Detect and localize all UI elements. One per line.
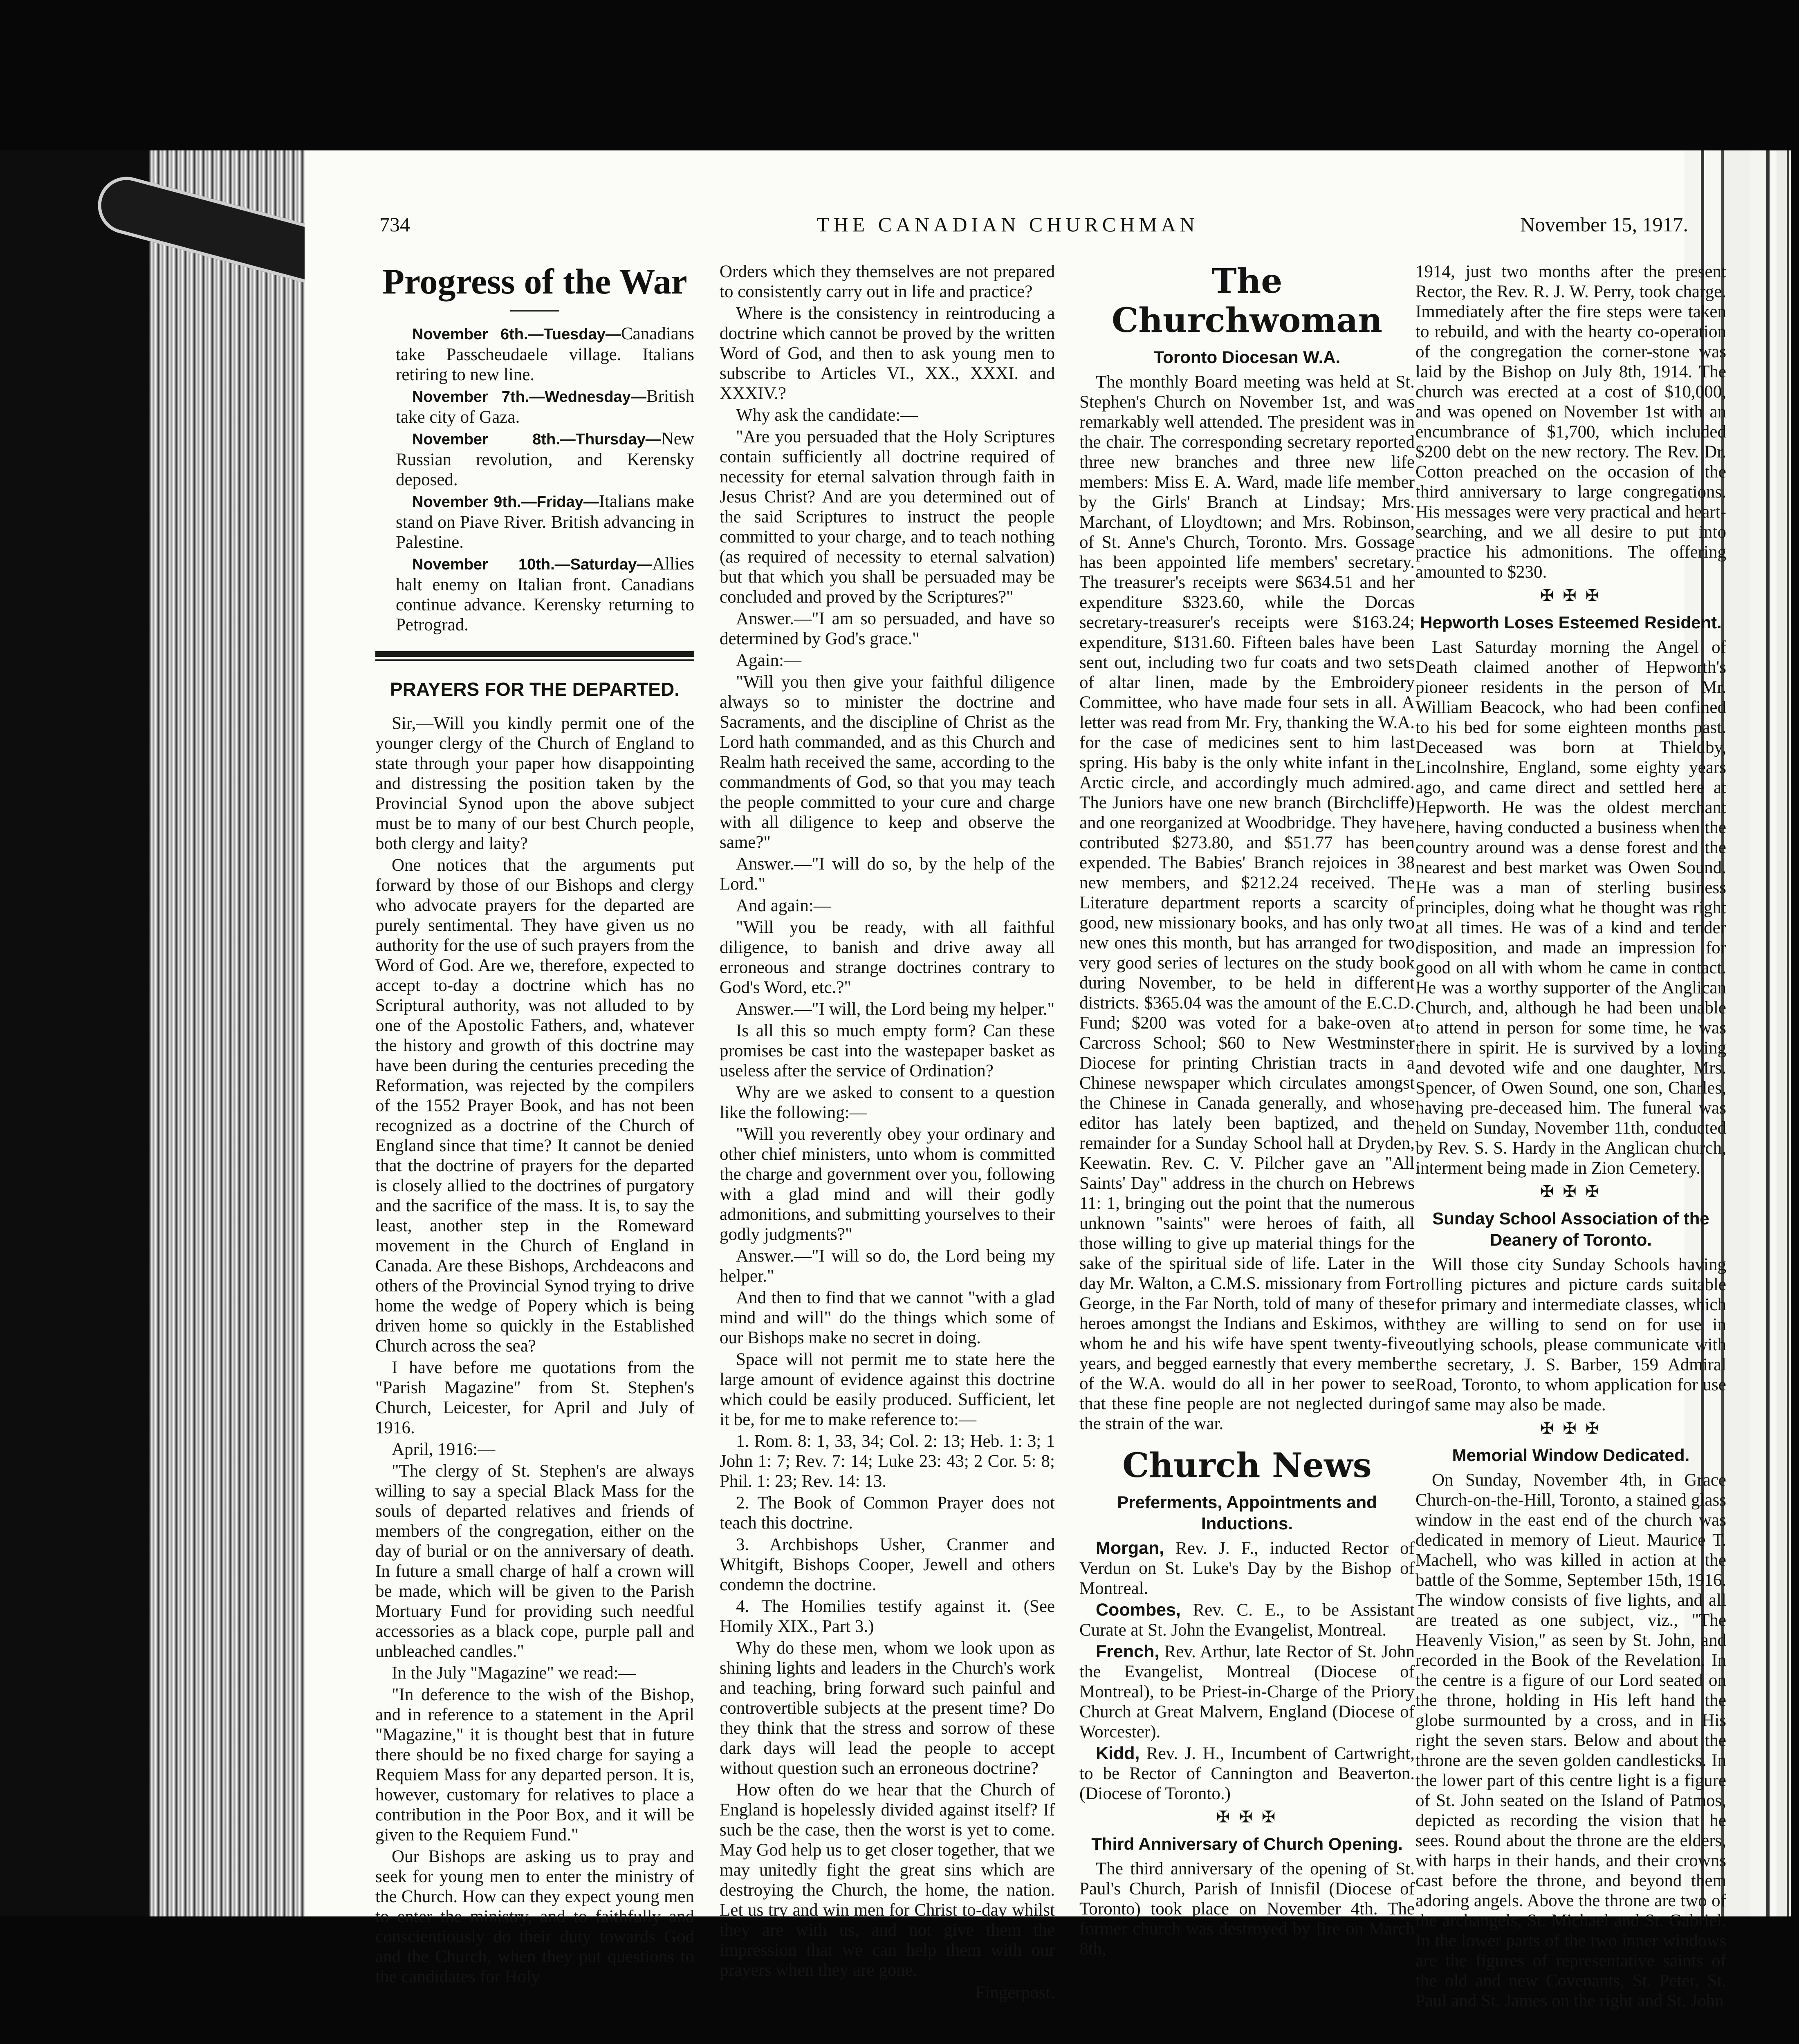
letter-paragraph: Answer.—"I will so do, the Lord being my helper." [720,1246,1055,1286]
preferment-text: Rev. C. E., to be Assistant Curate at St. John the Evangelist, Montreal. [1079,1600,1415,1640]
publication-title: THE CANADIAN CHURCHMAN [817,213,1199,236]
letter-paragraph: 3. Archbishops Usher, Cranmer and Whitgift, Bishops Cooper, Jewell and others condemn the doctrine. [720,1535,1055,1594]
hepworth-paragraph: Last Saturday morning the Angel of Death claimed another of Hepworth's pioneer residents in the person of Mr. William Beacock, who had been confined to his bed for some eighteen months past. Deceased was born at Thieldby, Lincolnshire, England, some eighty years ago, and came direct and settled here at Hepworth. He was the oldest merchant here, having conducted a business when the country around was a dense forest and the nearest and best market was Owen Sound. He was a man of sterling business principles, doing what he thought was right at all times. He was of a kind and tender disposition, and made an impression for good on all with whom he came in contact. He was a worthy supporter of the Anglican Church, and, although he had been unable to attend in person for some time, he was there in spirit. He is survived by a loving and devoted wife and one daughter, Mrs. Spencer, of Owen Sound, one son, Charles, having pre-deceased him. The funeral was held on Sunday, November 11th, conducted by Rev. S. S. Hardy in the Anglican church, interment being made in Zion Cemetery. [1415,638,1726,1178]
war-entry-text: Canadians take Passcheudaele village. Italians retiring to new line. [396,324,694,384]
preferment-item [1079,1600,1415,1640]
churchwoman-paragraph: The monthly Board meeting was held at St. Stephen's Church on November 1st, and was remarkably well attended. The president was in the chair. The corresponding secretary reported three new branches and three new life members: Miss E. A. Ward, made life member by the Girls' Branch at Lindsay; Mrs. Marchant, of Lloydtown; and Mrs. Robinson, of St. Anne's Church, Toronto. Mrs. Gossage has been appointed life members' secretary. The treasurer's receipts were $634.51 and her expenditure $323.60, while the Dorcas secretary-treasurer's receipts were $163.24; expenditure, $131.60. Fifteen bales have been sent out, including two fur coats and two sets of altar linen, made by the Embroidery Committee, who have made four sets in all. A letter was read from Mr. Fry, thanking the W.A. for the case of medicines sent to him last spring. His baby is the only white infant in the Arctic circle, and accordingly much admired. The Juniors have one new branch (Birchcliffe) and one reorganized at Woodbridge. They have contributed $273.80, and $51.77 has been expended. The Babies' Branch rejoices in 38 new members, and $212.24 received. The Literature department reports a scarcity of good, new missionary books, and has only two new ones this month, but has arranged for two very good series of lectures on the study book during November, to be held in different districts. $365.04 was the amount of the E.C.D. Fund; $200 was voted for a bake-oven at Carcross School; $60 to New Westminster Diocese for printing Christian tracts in a Chinese newspaper which circulates amongst the Chinese in Canada generally, and whose editor has lately been baptized, and the remainder for a Sunday School hall at Dryden, Keewatin. Rev. C. V. Pilcher gave an "All Saints' Day" address in the church on Hebrews 11: 1, bringing out the point that the numerous unknown "saints" were heroes of faith, all those willing to give up material things for the sake of the spiritual side of life. Later in the day Mr. Walton, a C.M.S. missionary from Fort George, in the Far North, told of many of these heroes amongst the Indians and Eskimos, with whom he and his wife have spent twenty-five years, and begged earnestly that every member of the W.A. would do all in her power to see that these fine people are not neglected during the strain of the war. [1079,372,1415,1433]
letter-paragraph: Where is the consistency in reintroducing a doctrine which cannot be proved by the written Word of God, and then to ask young men to subscribe to Articles VI., XX., XXXI. and XXXIV.? [720,304,1055,403]
letter-paragraph: Again:— [736,651,802,670]
war-entry-text: Italians make stand on Piave River. British advancing in Palestine. [396,492,694,552]
hepworth-title: Hepworth Loses Esteemed Resident. [1420,613,1722,632]
preferment-name: French, [1096,1642,1160,1661]
war-entry-text: Allies halt enemy on Italian front. Canadians continue advance. Kerensky returning to Petrograd. [396,554,694,634]
preferment-name: Morgan, [1096,1538,1164,1558]
letter-paragraph: And again:— [736,896,831,915]
letter-paragraph: One notices that the arguments put forward by those of our Bishops and clergy who advocate prayers for the departed are purely sentimental. They have given us no authority for the use of such prayers from the Word of God. Are we, therefore, expected to accept to-day a doctrine which has no Scriptural authority, was not alluded to by one of the Apostolic Fathers, and, whatever the history and growth of this doctrine may have been during the centuries preceding the Reformation, was rejected by the compilers of the 1552 Prayer Book, and has not been recognized as a doctrine of the Church of England since that time? It cannot be denied that the doctrine of prayers for the departed is closely allied to the doctrines of purgatory and the sacrifice of the mass. It is, to say the least, another step in the Romeward movement in the Church of England in Canada. Are these Bishops, Archdeacons and others of the Provincial Synod trying to drive home the wedge of Popery which is being driven home so quickly in the Established Church across the sea? [375,856,694,1356]
war-entry-date: November 9th.—Friday— [412,493,599,511]
column-4 [1415,262,1726,2013]
war-entry [375,491,694,552]
church-news-title: Church News [1122,1446,1372,1485]
column-3 [1079,262,1415,1961]
war-entry-date: November 6th.—Tuesday— [412,326,621,343]
letter-paragraph: And then to find that we cannot "with a glad mind and will" do the things which some of our Bishops make no secret in doing. [720,1288,1055,1347]
letter-paragraph: "In deference to the wish of the Bishop, and in reference to a statement in the April "Magazine," it is thought best that in future there should be no fixed charge for saying a Requiem Mass for any departed person. It is, however, customary for relatives to place a contribution in the Poor Box, and it will be given to the Requiem Fund." [375,1685,694,1845]
divider [510,310,559,312]
churchwoman-subtitle: Toronto Diocesan W.A. [1153,347,1341,367]
war-entry-date: November 10th.—Saturday— [412,556,653,573]
war-entry-text: New Russian revolution, and Kerensky deposed. [396,429,694,489]
letter-paragraph: Space will not permit me to state here the large amount of evidence against this doctrine which could be easily produced. Sufficient, let it be, for me to make reference to:— [720,1350,1055,1429]
anniversary-title: Third Anniversary of Church Opening. [1091,1834,1403,1853]
letter-paragraph: Our Bishops are asking us to pray and seek for young men to enter the ministry of the Church. How can they expect young men to enter the ministry, and to faithfully and conscientiously do their duty towards God and the Church, when they put questions to the candidates for Holy [375,1847,694,1986]
preferment-item [1079,1744,1415,1804]
preferment-item [1079,1538,1415,1598]
preferment-name: Kidd, [1096,1744,1140,1763]
letter-paragraph: "Will you reverently obey your ordinary and other chief ministers, unto whom is committed the charge and government over you, following with a glad mind and will their godly admonitions, and submitting yourselves to their godly judgments?" [720,1125,1055,1244]
letter-paragraph: Why do these men, whom we look upon as shining lights and leaders in the Church's work and teaching, bring forward such painful and controvertible subjects at the present time? Do they think that the stress and sorrow of these dark days will lead the people to accept without question such an erroneous doctrine? [720,1638,1055,1778]
preferment-text: Rev. J. F., inducted Rector of Verdun on St. Luke's Day by the Bishop of Montreal. [1079,1539,1415,1598]
anniversary-paragraph: 1914, just two months after the present Rector, the Rev. R. J. W. Perry, took charge. Immediately after the fire steps were taken to rebuild, and with the hearty co-operation of the congregation the corner-stone was laid by the Bishop on July 8th, 1914. The church was erected at a cost of $10,000, and was opened on November 1st with an encumbrance of $1,700, which included $200 debt on the new rectory. The Rev. Dr. Cotton preached on the occasion of the third anniversary to large congregations. His messages were very practical and heart-searching, and we all desire to put into practice his admonitions. The offering amounted to $230. [1415,262,1726,582]
anniversary-paragraph: The third anniversary of the opening of St. Paul's Church, Parish of Innisfil (Diocese of Toronto) took place on November 4th. The former church was destroyed by fire on March 8th, [1079,1859,1415,1959]
church-news-subtitle: Preferments, Appointments and Inductions. [1117,1493,1377,1533]
war-title: Progress of the War [382,262,687,302]
churchwoman-title: The Churchwoman [1111,262,1383,340]
war-entry [375,386,694,427]
letter-paragraph: Is all this so much empty form? Can these promises be cast into the wastepaper basket as useless after the service of Ordination? [720,1021,1055,1080]
letter-signature: Fingerpost. [975,1983,1055,2002]
letter-paragraph: How often do we hear that the Church of England is hopelessly divided against itself? If such be the case, then the worst is yet to come. May God help us to get closer together, that we may unitedly fight the great sins which are destroying the Church, the home, the nation. Let us try and win men for Christ to-day whilst they are with us, and not give them the impression that we can help them with our prayers when they are gone. [720,1780,1055,1980]
sunday-school-paragraph: Will those city Sunday Schools having rolling pictures and picture cards suitable for primary and intermediate classes, which they are willing to send on for use in outlying schools, please communicate with the secretary, J. S. Barber, 159 Admiral Road, Toronto, to whom application for use of same may also be made. [1415,1255,1726,1414]
preferment-text: Rev. J. H., Incumbent of Cartwright, to be Rector of Cannington and Beaverton. (Diocese of Toronto.) [1079,1744,1415,1803]
letter-paragraph: Why are we asked to consent to a question like the following:— [720,1083,1055,1122]
preferment-text: Rev. Arthur, late Rector of St. John the Evangelist, Montreal (Diocese of Montreal), to be Priest-in-Charge of the Priory Church at Great Malvern, England (Diocese of Worcester). [1079,1642,1415,1741]
page-number: 734 [379,213,410,236]
letter-paragraph: "The clergy of St. Stephen's are always willing to say a special Black Mass for the souls of departed relatives and friends of members of the congregation, either on the day of burial or on the anniversary of death. In future a small charge of half a crown will be made, which will be given to the Parish Mortuary Fund for providing such needful accessories as a black cope, purple pall and unbleached candles." [375,1461,694,1661]
ornament-divider: ✠ ✠ ✠ [1540,586,1602,605]
letter-paragraph: Sir,—Will you kindly permit one of the younger clergy of the Church of England to state through your paper how disappointing and distressing the position taken by the Provincial Synod upon the above subject must be to many of our best Church people, both clergy and laity? [375,714,694,853]
issue-date: November 15, 1917. [1520,213,1689,236]
column-2 [720,262,1055,2003]
sunday-school-title: Sunday School Association of the Deanery of Toronto. [1432,1209,1709,1249]
letter-paragraph: I have before me quotations from the "Parish Magazine" from St. Stephen's Church, Leicester, for April and July of 1916. [375,1358,694,1437]
letter-paragraph: April, 1916:— [392,1440,496,1459]
letter-paragraph: "Will you be ready, with all faithful diligence, to banish and drive away all erroneous and strange doctrines contrary to God's Word, etc.?" [720,918,1055,997]
letter-paragraph: Answer.—"I am so persuaded, and have so determined by God's grace." [720,609,1055,648]
prayers-title: PRAYERS FOR THE DEPARTED. [390,679,680,700]
letter-paragraph: Why ask the candidate:— [736,406,918,425]
letter-paragraph: 2. The Book of Common Prayer does not teach this doctrine. [720,1493,1055,1533]
letter-paragraph: 4. The Homilies testify against it. (See Homily XIX., Part 3.) [720,1597,1055,1636]
war-entry-date: November 8th.—Thursday— [412,431,661,448]
letter-paragraph: "Will you then give your faithful diligence always so to minister the doctrine and Sacraments, and the discipline of Christ as the Lord hath commanded, and as this Church and Realm hath received the same, according to the commandments of God, so that you may teach the people committed to your cure and charge with all diligence to keep and observe the same?" [720,672,1055,852]
ornament-divider: ✠ ✠ ✠ [1540,1182,1602,1201]
page-header [379,213,1708,241]
section-rule [375,659,694,661]
letter-paragraph: "Are you persuaded that the Holy Scriptures contain sufficiently all doctrine required of necessity for eternal salvation through faith in Jesus Christ? And are you determined out of the said Scriptures to instruct the people committed to your charge, and to teach nothing (as required of necessity to eternal salvation) but that which you shall be persuaded may be concluded and proved by the Scriptures?" [720,427,1055,607]
section-rule [375,651,694,657]
column-1 [375,262,694,1988]
war-entry [375,429,694,490]
ornament-divider: ✠ ✠ ✠ [1216,1808,1278,1826]
book-spine [0,150,149,1916]
page-edges [149,150,309,1916]
preferment-item [1079,1642,1415,1742]
war-entry [375,324,694,385]
letter-paragraph: In the July "Magazine" we read:— [392,1663,636,1683]
letter-paragraph: Answer.—"I will, the Lord being my helper." [736,1000,1055,1019]
letter-paragraph: Answer.—"I will do so, by the help of the Lord." [720,854,1055,894]
war-entry-text: British take city of Gaza. [396,387,694,427]
memorial-title: Memorial Window Dedicated. [1452,1446,1690,1465]
ornament-divider: ✠ ✠ ✠ [1540,1419,1602,1437]
preferment-name: Coombes, [1096,1600,1181,1620]
letter-paragraph: 1. Rom. 8: 1, 33, 34; Col. 2: 13; Heb. 1: 3; 1 John 1: 7; Rev. 7: 14; Luke 23: 43; 2 Cor. 5: 8; Phil. 1: 23; Rev. 14: 13. [720,1432,1055,1491]
memorial-paragraph: On Sunday, November 4th, in Grace Church-on-the-Hill, Toronto, a stained glass window in the east end of the church was dedicated in memory of Lieut. Maurice T. Machell, who was killed in action at the battle of the Somme, September 15th, 1916. The window consists of five lights, and all are treated as one subject, viz., "The Heavenly Vision," as seen by St. John, and recorded in the Book of the Revelation. In the centre is a figure of our Lord seated on the throne, holding in His left hand the globe surmounted by a cross, and in His right the seven stars. Below and about the throne are the seven golden candlesticks. In the lower part of this centre light is a figure of St. John seated on the Island of Patmos, depicted as recording the vision that he sees. Round about the throne are the elders, with harps in their hands, and their crowns cast before the throne, and beyond them adoring angels. Above the throne are two of the archangels, St. Michael and St. Gabriel. In the lower parts of the two inner windows are the figures of representative saints of the old and new Covenants, St. Peter, St. Paul and St. James on the right and St. John [1415,1470,1726,2010]
war-entry-date: November 7th.—Wednesday— [412,388,646,406]
letter-paragraph: Orders which they themselves are not prepared to consistently carry out in life and practice? [720,262,1055,301]
war-entry [375,554,694,635]
